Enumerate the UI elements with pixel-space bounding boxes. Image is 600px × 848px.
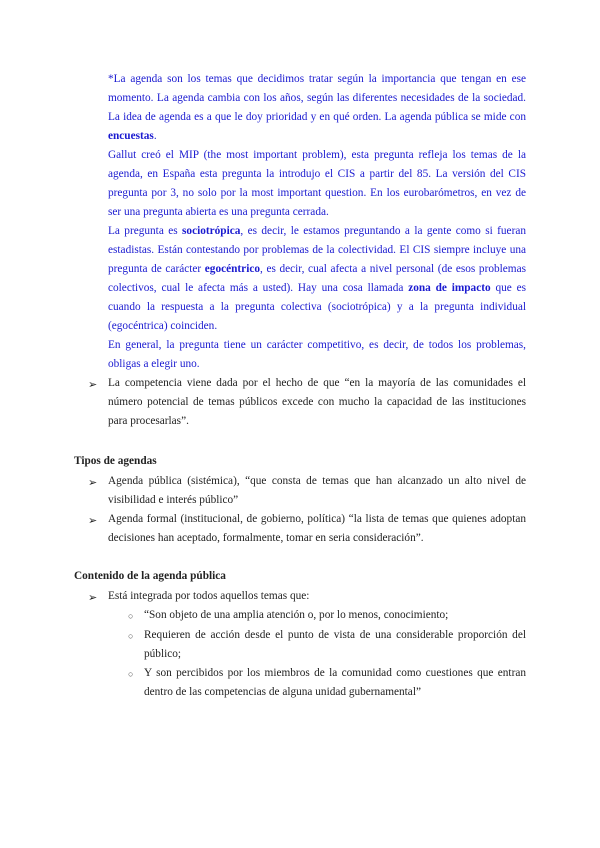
circle-bullet-icon: ○ (128, 669, 134, 679)
text-segment: Gallut creó el MIP (the most important problem), esta pregunta refleja los temas de la agenda, en España esta pregunta la introdujo el CIS a partir del 85. La versión del CIS pregunta por 3, no solo por la most important question. En los eurobarómetros, en vez de ser una pregunta abierta es una pregunta cerrada. (108, 149, 526, 218)
circle-bullet-icon: ○ (128, 631, 134, 641)
bullet-integrada: Está integrada por todos aquellos temas que: (108, 590, 310, 602)
text-segment: que es cuando la respuesta a la pregunta colectiva (sociotrópica) y a la pregunta individual (egocéntrica) coinciden. (108, 282, 526, 332)
circle-bullet-icon: ○ (128, 611, 134, 621)
text-segment: , es decir, cual afecta a nivel personal (de esos problemas colectivos, cual le afecta más a usted). Hay una cosa llamada (108, 263, 526, 294)
heading-contenido-agenda: Contenido de la agenda pública (74, 570, 226, 582)
bold-term: sociotrópica (182, 225, 241, 237)
arrow-bullet-icon: ➢ (88, 592, 98, 604)
bullet-agenda-formal: Agenda formal (institucional, de gobierno, política) “la lista de temas que quienes adoptan decisiones han aceptado, formalmente, tomar en seria consideración”. (108, 513, 526, 544)
subitem-accion: Requieren de acción desde el punto de vista de una considerable proporción del público; (144, 629, 526, 660)
bold-term: zona de impacto (408, 282, 491, 294)
paragraph-sociotropica (108, 222, 526, 336)
text-segment: La pregunta es (108, 225, 183, 237)
subitem-atencion: “Son objeto de una amplia atención o, por lo menos, conocimiento; (144, 609, 449, 621)
bullet-competencia: La competencia viene dada por el hecho de que “en la mayoría de las comunidades el número potencial de temas públicos excede con mucho la capacidad de las instituciones para procesarlas”. (108, 377, 526, 427)
subitem-percibidos: Y son percibidos por los miembros de la comunidad como cuestiones que entran dentro de las competencias de alguna unidad gubernamental” (144, 667, 526, 698)
paragraph-mip (108, 146, 526, 222)
arrow-bullet-icon: ➢ (88, 515, 98, 527)
text-segment: En general, la pregunta tiene un carácter competitivo, es decir, de todos los problemas, obligas a elegir uno. (108, 339, 526, 370)
bold-term: egocéntrico (204, 263, 260, 275)
bullet-agenda-publica: Agenda pública (sistémica), “que consta de temas que han alcanzado un alto nivel de visibilidad e interés público” (108, 475, 526, 506)
arrow-bullet-icon: ➢ (88, 379, 98, 391)
paragraph-agenda-definition (108, 70, 526, 146)
bold-term: encuestas (108, 130, 154, 142)
text-segment: . (153, 130, 157, 142)
heading-tipos-agendas: Tipos de agendas (74, 455, 157, 467)
text-segment: *La agenda son los temas que decidimos tratar según la importancia que tengan en ese momento. La agenda cambia con los años, según las diferentes necesidades de la sociedad. La idea de agenda es a que le doy prioridad y en qué orden. La agenda pública se mide con (108, 73, 526, 123)
text-segment: , es decir, le estamos preguntando a la gente como si fueran estadistas. Están contestando por problemas de la colectividad. El CIS siempre incluye una pregunta de carácter (108, 225, 526, 275)
arrow-bullet-icon: ➢ (88, 477, 98, 489)
paragraph-competitivo (108, 336, 526, 374)
